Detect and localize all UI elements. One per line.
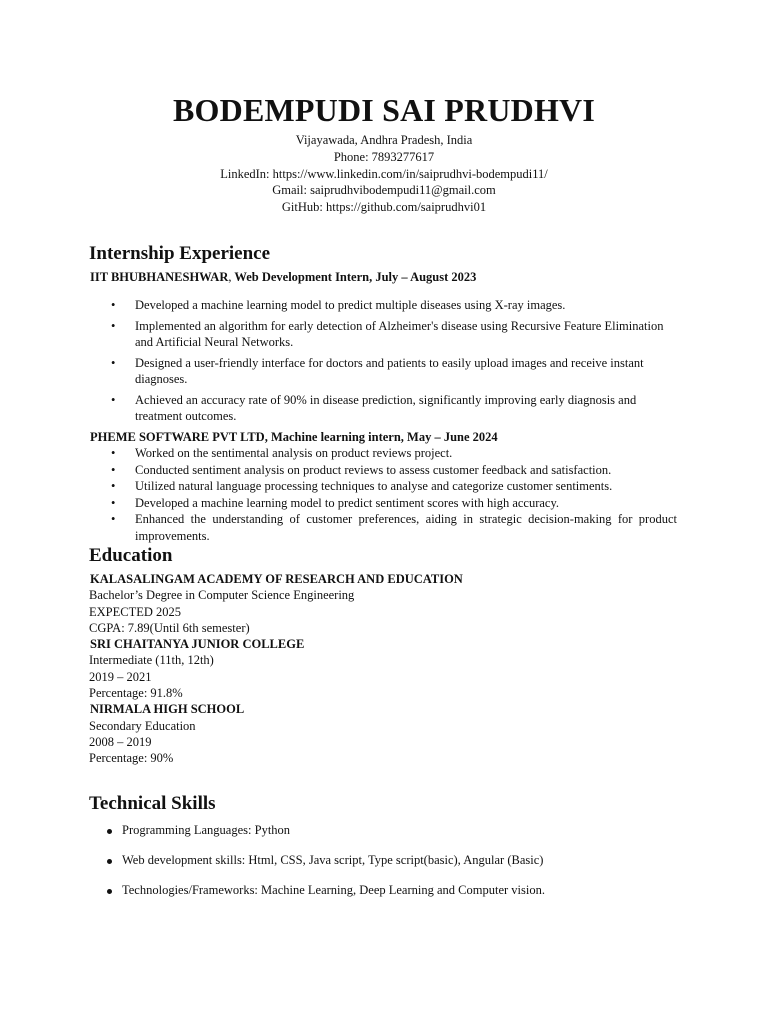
location-line: Vijayawada, Andhra Pradesh, India — [295, 133, 473, 147]
list-item: • Utilized natural language processing techniques to analyse and categorize customer sentiments. — [108, 478, 677, 495]
list-item: • Worked on the sentimental analysis on product reviews project. — [108, 445, 677, 462]
list-item: Programming Languages: Python — [104, 823, 545, 839]
list-item: • Implemented an algorithm for early detection of Alzheimer's disease using Recursive Feature Elimination and Artificial Neural Networks. — [108, 318, 676, 351]
list-item: • Designed a user-friendly interface for doctors and patients to easily upload images and receive instant diagnoses. — [108, 355, 676, 388]
score-line: CGPA: 7.89(Until 6th semester) — [89, 620, 250, 635]
list-item: • Conducted sentiment analysis on product reviews to assess customer feedback and satisfaction. — [108, 462, 677, 479]
education-heading: Education — [89, 545, 173, 566]
list-item: Technologies/Frameworks: Machine Learning, Deep Learning and Computer vision. — [104, 883, 545, 899]
list-item: • Enhanced the understanding of customer preferences, aiding in strategic decision-making for product improvements. — [108, 511, 677, 544]
internship-heading: Internship Experience — [89, 243, 271, 264]
job1-separator: , — [228, 270, 232, 284]
candidate-name: BODEMPUDI SAI PRUDHVI — [173, 92, 595, 128]
year-line: 2019 – 2021 — [89, 669, 152, 684]
job1-title — [90, 270, 476, 285]
score-line: Percentage: 91.8% — [89, 686, 183, 701]
list-item: • Achieved an accuracy rate of 90% in disease prediction, significantly improving early diagnosis and treatment outcomes. — [108, 392, 676, 425]
degree-line: Bachelor’s Degree in Computer Science Engineering — [89, 588, 355, 603]
education-entry — [89, 701, 463, 766]
year-line: 2008 – 2019 — [89, 734, 152, 749]
school-name: KALASALINGAM ACADEMY OF RESEARCH AND EDUCATION — [90, 572, 463, 586]
skills-list — [104, 823, 545, 913]
degree-line: Intermediate (11th, 12th) — [89, 653, 214, 668]
list-item: • Developed a machine learning model to predict sentiment scores with high accuracy. — [108, 495, 677, 512]
list-item: Web development skills: Html, CSS, Java script, Type script(basic), Angular (Basic) — [104, 853, 545, 869]
education-list — [89, 571, 463, 767]
job1-bullet-list — [108, 297, 676, 429]
score-line: Percentage: 90% — [89, 751, 174, 766]
education-entry — [89, 636, 463, 701]
job2-bullet-list — [108, 445, 677, 545]
github-link[interactable]: GitHub: https://github.com/saiprudhvi01 — [281, 200, 487, 215]
contact-block — [0, 132, 768, 216]
degree-line: Secondary Education — [89, 718, 196, 733]
education-entry — [89, 571, 463, 636]
job1-role: Web Development Intern, July – August 2023 — [231, 270, 477, 284]
linkedin-link[interactable]: LinkedIn: https://www.linkedin.com/in/saiprudhvi-bodempudi11/ — [220, 166, 548, 181]
gmail-link[interactable]: Gmail: saiprudhvibodempudi11@gmail.com — [272, 183, 496, 198]
school-name: NIRMALA HIGH SCHOOL — [90, 702, 245, 717]
phone-line: Phone: 7893277617 — [333, 149, 435, 164]
school-name: SRI CHAITANYA JUNIOR COLLEGE — [90, 637, 305, 652]
job2-title: PHEME SOFTWARE PVT LTD, Machine learning intern, May – June 2024 — [90, 430, 498, 444]
year-line: EXPECTED 2025 — [89, 604, 182, 619]
job1-org: IIT BHUBHANESHWAR — [90, 270, 229, 284]
list-item: • Developed a machine learning model to predict multiple diseases using X-ray images. — [108, 297, 676, 314]
skills-heading: Technical Skills — [89, 793, 216, 814]
